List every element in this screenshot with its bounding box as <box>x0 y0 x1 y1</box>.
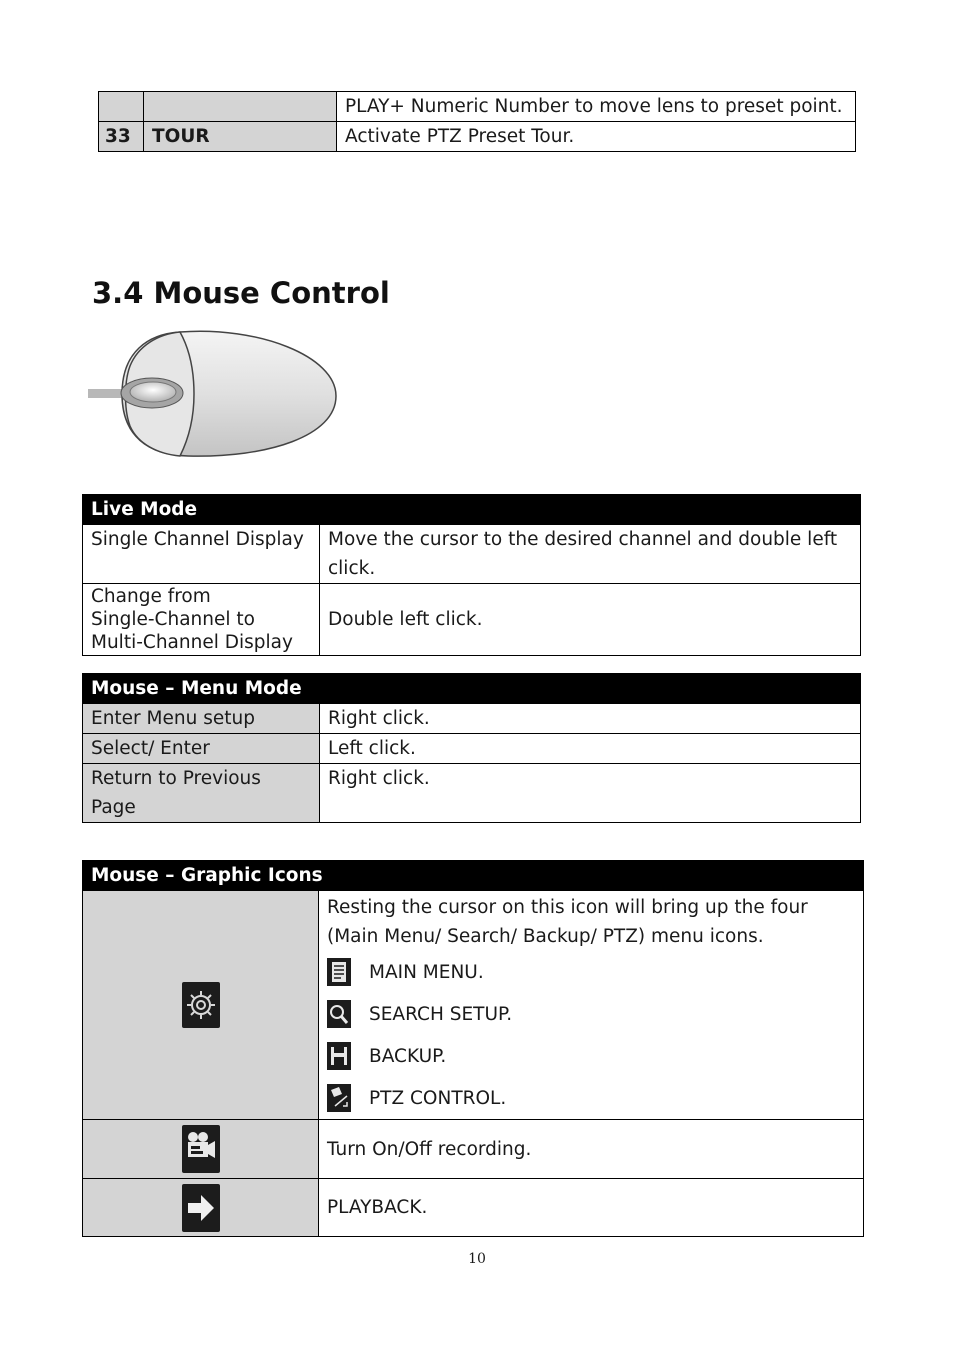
mouse-action-cell <box>83 584 320 656</box>
sub-item-label: PTZ CONTROL. <box>369 1087 507 1109</box>
action-line: Multi-Channel Display <box>91 632 293 653</box>
menu-mode-table <box>82 673 861 823</box>
graphic-icons-title: Mouse – Graphic Icons <box>83 861 864 891</box>
mouse-illustration <box>88 326 338 461</box>
table-row <box>83 891 864 1120</box>
list-item <box>327 1035 855 1077</box>
mouse-action-cell: Enter Menu setup <box>83 704 320 734</box>
sub-item-label: BACKUP. <box>369 1045 447 1067</box>
menu-mode-title: Mouse – Menu Mode <box>83 674 861 704</box>
sub-item-label: MAIN MENU. <box>369 961 484 983</box>
ptz-control-icon <box>327 1084 351 1112</box>
key-number-cell <box>99 92 144 122</box>
mouse-description-cell: Right click. <box>320 764 861 823</box>
table-row <box>83 704 861 734</box>
list-item <box>327 951 855 993</box>
table-row <box>83 764 861 823</box>
icon-description-cell: Turn On/Off recording. <box>319 1120 864 1179</box>
icon-description: Resting the cursor on this icon will bring up the four (Main Menu/ Search/ Backup/ PTZ) menu icons. <box>327 897 808 947</box>
action-line: Single-Channel to <box>91 609 255 630</box>
live-mode-title: Live Mode <box>83 495 861 525</box>
page-number: 10 <box>468 1251 486 1267</box>
action-line: Change from <box>91 586 211 607</box>
mouse-description-cell: Right click. <box>320 704 861 734</box>
table-header-row <box>83 495 861 525</box>
icon-description-cell: PLAYBACK. <box>319 1179 864 1237</box>
table-header-row <box>83 674 861 704</box>
mouse-description-cell: Double left click. <box>320 584 861 656</box>
list-item <box>327 993 855 1035</box>
table-header-row <box>83 861 864 891</box>
table-row <box>83 525 861 584</box>
key-name-cell <box>144 92 337 122</box>
graphic-icons-table <box>82 860 864 1237</box>
section-heading: 3.4 Mouse Control <box>92 276 390 310</box>
table-row <box>83 1120 864 1179</box>
list-item <box>327 1077 855 1119</box>
record-camera-icon <box>182 1125 220 1173</box>
main-menu-icon <box>327 958 351 986</box>
table-row <box>83 734 861 764</box>
key-description-cell: Activate PTZ Preset Tour. <box>337 122 856 152</box>
table-row <box>99 122 856 152</box>
mouse-description-cell: Move the cursor to the desired channel and double left click. <box>320 525 861 584</box>
mouse-description-cell: Left click. <box>320 734 861 764</box>
mouse-action-cell: Single Channel Display <box>83 525 320 584</box>
gear-icon <box>182 982 220 1028</box>
key-name-cell: TOUR <box>144 122 337 152</box>
remote-keys-table <box>98 91 856 152</box>
key-description-cell: PLAY+ Numeric Number to move lens to preset point. <box>337 92 856 122</box>
icon-description-cell <box>319 891 864 1120</box>
backup-icon <box>327 1042 351 1070</box>
table-row <box>99 92 856 122</box>
live-mode-table <box>82 494 861 656</box>
icon-cell <box>83 1179 319 1237</box>
key-number-cell: 33 <box>99 122 144 152</box>
mouse-action-cell: Return to Previous Page <box>83 764 320 823</box>
icon-cell <box>83 891 319 1120</box>
playback-arrow-icon <box>182 1184 220 1232</box>
icon-cell <box>83 1120 319 1179</box>
table-row <box>83 1179 864 1237</box>
sub-item-label: SEARCH SETUP. <box>369 1003 513 1025</box>
table-row <box>83 584 861 656</box>
search-setup-icon <box>327 1000 351 1028</box>
mouse-action-cell: Select/ Enter <box>83 734 320 764</box>
